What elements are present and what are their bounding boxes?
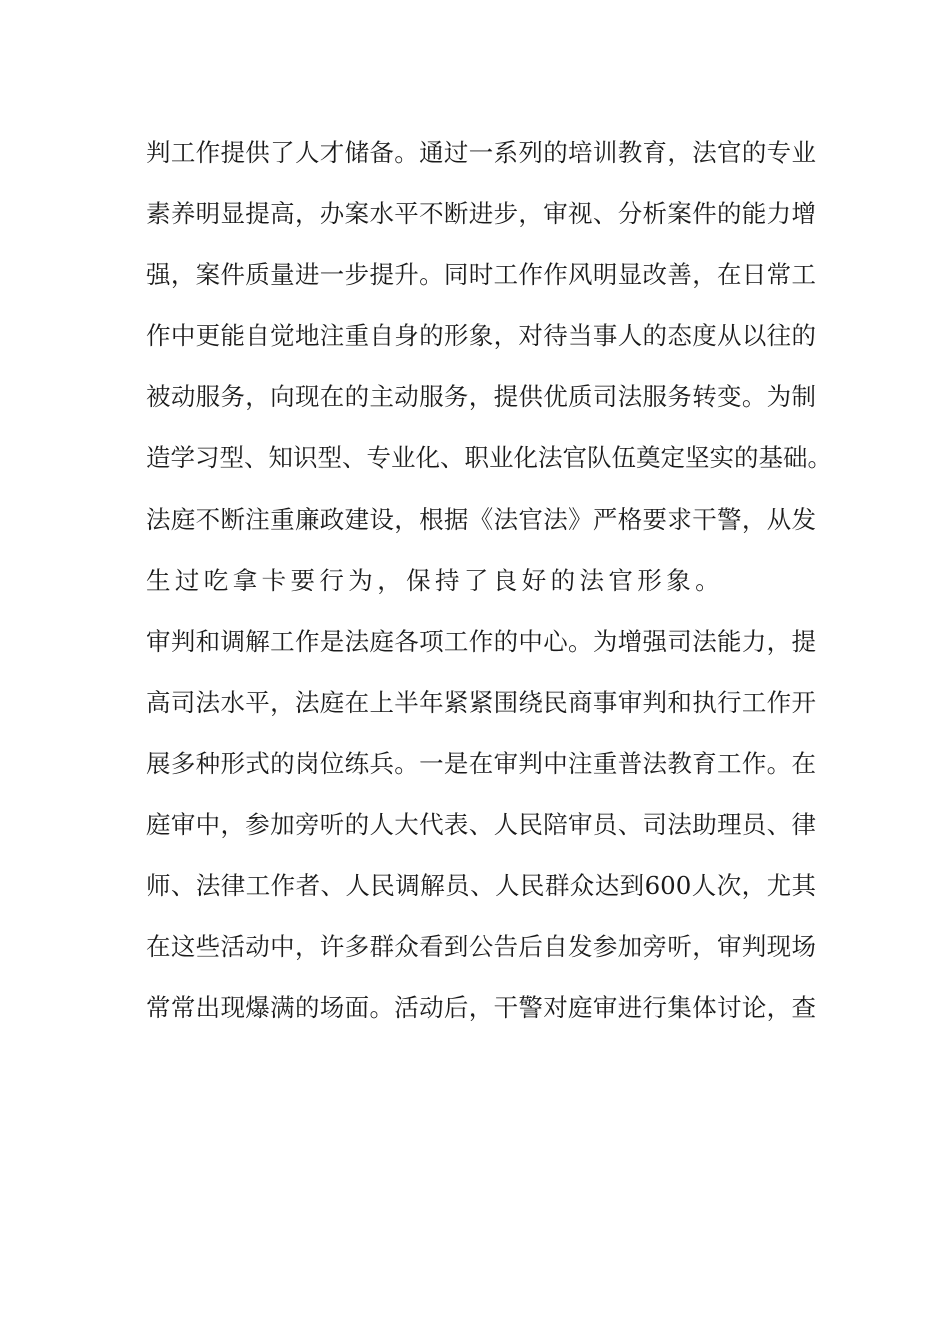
text-line: 师、法律工作者、人民调解员、人民群众达到600人次，尤其 (146, 871, 816, 901)
text-line: 作中更能自觉地注重自身的形象，对待当事人的态度从以往的 (146, 321, 816, 351)
text-line: 常常出现爆满的场面。活动后，干警对庭审进行集体讨论，查 (146, 993, 816, 1023)
text-line: 造学习型、知识型、专业化、职业化法官队伍奠定坚实的基础。 (146, 443, 832, 473)
text-line: 高司法水平，法庭在上半年紧紧围绕民商事审判和执行工作开 (146, 687, 816, 717)
text-line: 审判和调解工作是法庭各项工作的中心。为增强司法能力，提 (146, 626, 816, 656)
text-line: 素养明显提高，办案水平不断进步，审视、分析案件的能力增 (146, 199, 816, 229)
text-line: 判工作提供了人才储备。通过一系列的培训教育，法官的专业 (146, 138, 816, 167)
text-line: 生过吃拿卡要行为，保持了良好的法官形象。 (146, 565, 724, 595)
text-line: 在这些活动中，许多群众看到公告后自发参加旁听，审判现场 (146, 932, 816, 962)
text-line: 被动服务，向现在的主动服务，提供优质司法服务转变。为制 (146, 382, 816, 412)
text-line: 展多种形式的岗位练兵。一是在审判中注重普法教育工作。在 (146, 748, 816, 778)
text-line: 庭审中，参加旁听的人大代表、人民陪审员、司法助理员、律 (146, 810, 816, 840)
body-text (146, 130, 832, 1046)
text-line: 法庭不断注重廉政建设，根据《法官法》严格要求干警，从发 (146, 504, 816, 534)
text-line: 强，案件质量进一步提升。同时工作作风明显改善，在日常工 (146, 260, 816, 290)
